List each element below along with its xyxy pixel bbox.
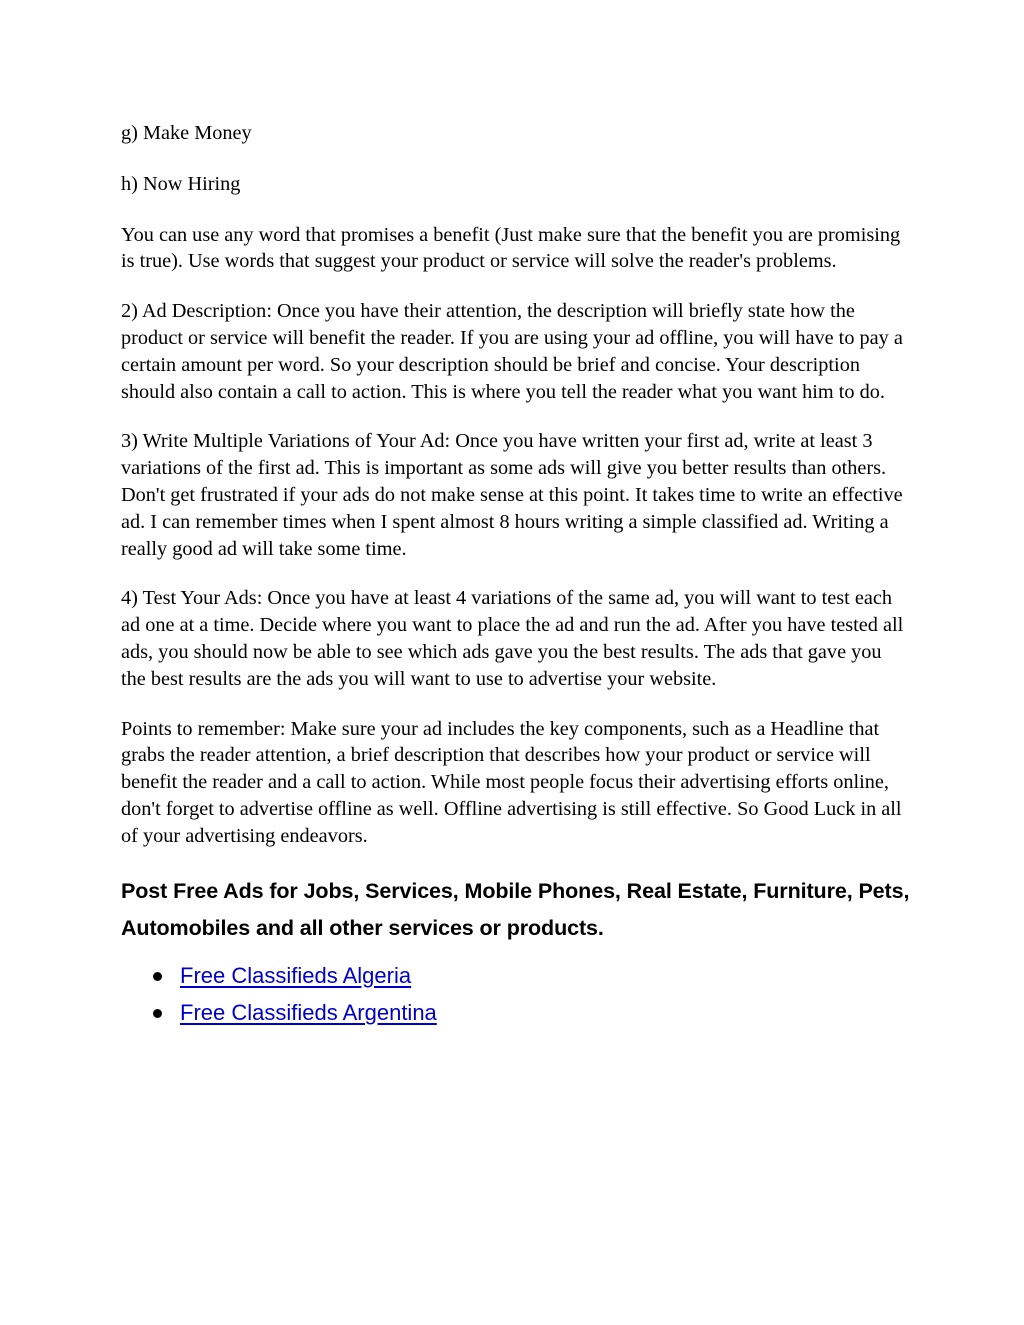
paragraph-benefit-words: You can use any word that promises a benefit (Just make sure that the benefit you are promising is true). Use words that suggest your product or service will solve the reader's problems. xyxy=(121,223,901,273)
paragraph-test-ads: 4) Test Your Ads: Once you have at least 4 variations of the same ad, you will want to test each ad one at a time. Decide where you want to place the ad and run the ad. After you have tested all ads, you should now be able to see which ads gave you the best results. The ads that gave you the best results are the ads you will want to use to advertise your website. xyxy=(121,587,904,690)
paragraph-points-to-remember: Points to remember: Make sure your ad includes the key components, such as a Headline that grabs the reader attention, a brief description that describes how your product or service will benefit the reader and a call to action. While most people focus their advertising efforts online, don't forget to advertise offline as well. Offline advertising is still effective. So Good Luck in all of your advertising endeavors. xyxy=(121,717,902,847)
list-item xyxy=(121,994,911,1032)
promo-heading: Post Free Ads for Jobs, Services, Mobile Phones, Real Estate, Furniture, Pets, Automobiles and all other services or products. xyxy=(121,878,910,940)
list-item xyxy=(121,957,911,995)
bullet-icon xyxy=(153,1009,162,1018)
list-item-now-hiring: h) Now Hiring xyxy=(121,172,241,195)
link-free-classifieds-algeria[interactable]: Free Classifieds Algeria xyxy=(180,962,412,988)
list-item-make-money: g) Make Money xyxy=(121,122,252,144)
paragraph-multiple-variations: 3) Write Multiple Variations of Your Ad: Once you have written your first ad, write at least 3 variations of the first ad. This is important as some ads will give you better results than others. Don't get frustrated if your ads do not make sense at this point. It takes time to write an effective ad. I can remember times when I spent almost 8 hours writing a simple classified ad. Writing a really good ad will take some time. xyxy=(121,430,903,560)
paragraph-ad-description: 2) Ad Description: Once you have their attention, the description will briefly state how the product or service will benefit the reader. If you are using your ad offline, you will have to pay a certain amount per word. So your description should be brief and concise. Your description should also contain a call to action. This is where you tell the reader what you want him to do. xyxy=(121,300,903,403)
link-free-classifieds-argentina[interactable]: Free Classifieds Argentina xyxy=(180,1000,437,1026)
classifieds-link-list xyxy=(121,957,911,1032)
document-page xyxy=(121,120,911,1032)
bullet-icon xyxy=(153,972,162,981)
